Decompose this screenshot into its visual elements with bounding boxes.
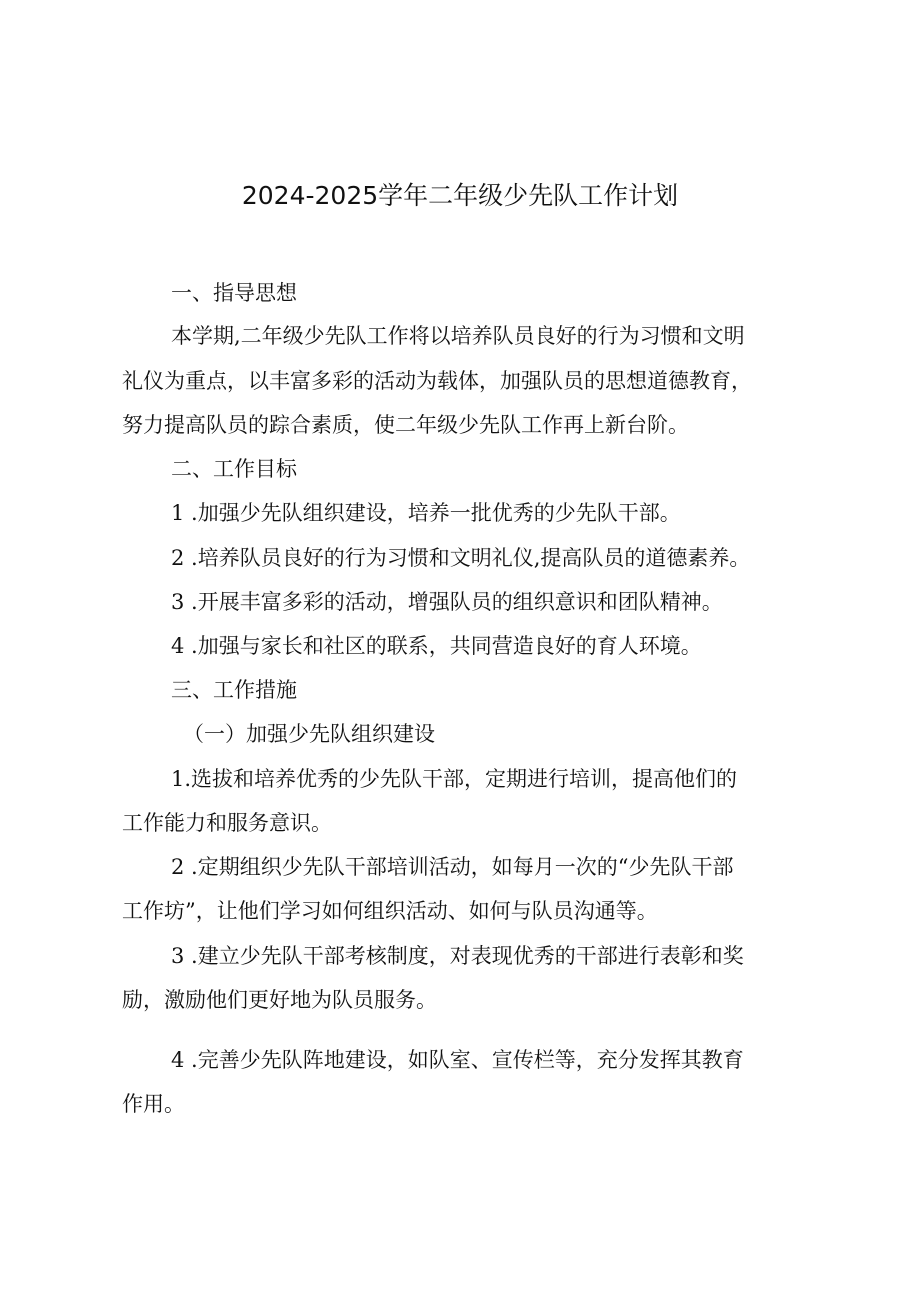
measure-item-line: 2 .定期组织少先队干部培训活动，如每月一次的“少先队干部 (171, 855, 734, 879)
section-heading-work-goals: 二、工作目标 (171, 457, 297, 481)
document-title: 2024-2025学年二年级少先队工作计划 (241, 181, 679, 210)
measure-item-line: 工作能力和服务意识。 (122, 811, 332, 835)
goal-item: 3 .开展丰富多彩的活动，增强队员的组织意识和团队精神。 (171, 590, 723, 614)
paragraph-line: 礼仪为重点，以丰富多彩的活动为载体，加强队员的思想道德教育， (122, 369, 752, 393)
measure-item-line: 作用。 (122, 1092, 185, 1116)
measure-item-line: 1.选拔和培养优秀的少先队干部，定期进行培训，提高他们的 (171, 767, 738, 791)
goal-item: 2 .培养队员良好的行为习惯和文明礼仪,提高队员的道德素养。 (171, 546, 751, 570)
section-heading-work-measures: 三、工作措施 (171, 678, 297, 702)
paragraph-line: 努力提高队员的踪合素质，使二年级少先队工作再上新台阶。 (122, 413, 689, 437)
measure-item-line: 工作坊”，让他们学习如何组织活动、如何与队员沟通等。 (122, 899, 658, 923)
section-heading-guiding-ideology: 一、指导思想 (171, 281, 297, 305)
measure-item-line: 3 .建立少先队干部考核制度，对表现优秀的干部进行表彰和奖 (171, 944, 744, 968)
measure-item-line: 励，激励他们更好地为队员服务。 (122, 988, 437, 1012)
measure-item-line: 4 .完善少先队阵地建设，如队室、宣传栏等，充分发挥其教育 (171, 1048, 744, 1072)
goal-item: 4 .加强与家长和社区的联系，共同营造良好的育人环境。 (171, 634, 702, 658)
paragraph-line: 本学期,二年级少先队工作将以培养队员良好的行为习惯和文明 (171, 324, 745, 348)
goal-item: 1 .加强少先队组织建设，培养一批优秀的少先队干部。 (171, 501, 681, 525)
subsection-heading: （一）加强少先队组织建设 (183, 722, 435, 746)
